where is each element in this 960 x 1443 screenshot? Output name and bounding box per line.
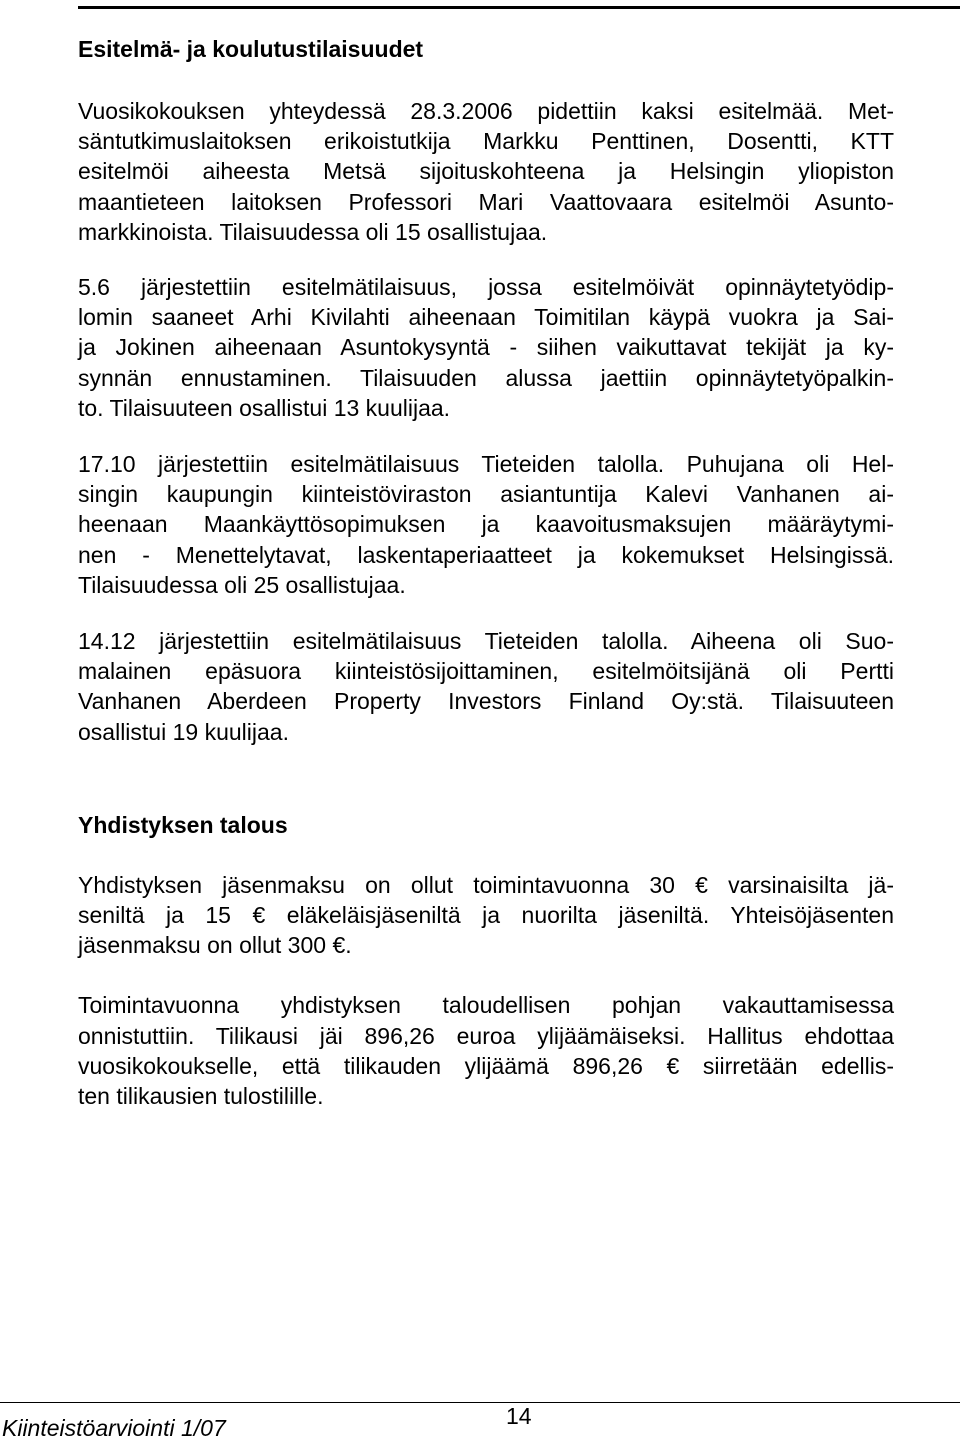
- page-number: 14: [506, 1403, 532, 1429]
- paragraph-line: Toimintavuonna yhdistyksen taloudellisen pohjan vakauttamisessa: [78, 992, 894, 1019]
- paragraph-line: seniltä ja 15 € eläkeläisjäseniltä ja nuorilta jäseniltä. Yhteisöjäsenten: [78, 902, 894, 929]
- top-rule: [78, 6, 960, 9]
- paragraph-line: to. Tilaisuuteen osallistui 13 kuulijaa.: [78, 394, 451, 421]
- paragraph-line: Tilaisuudessa oli 25 osallistujaa.: [78, 571, 406, 598]
- section-heading-finances: Yhdistyksen talous: [78, 811, 288, 838]
- paragraph-financial-result: [78, 990, 894, 1111]
- paragraph-line: esitelmöi aiheesta Metsä sijoituskohteena ja Helsingin yliopiston: [78, 158, 894, 185]
- paragraph-line: ja Jokinen aiheenaan Asuntokysyntä - siihen vaikuttavat tekijät ja ky-: [78, 334, 894, 361]
- paragraph-june-event: [78, 272, 894, 423]
- paragraph-line: heenaan Maankäyttösopimuksen ja kaavoitusmaksujen määräytymi-: [78, 511, 894, 538]
- paragraph-line: lomin saaneet Arhi Kivilahti aiheenaan Toimitilan käypä vuokra ja Sai-: [78, 304, 894, 331]
- paragraph-line: singin kaupungin kiinteistöviraston asiantuntija Kalevi Vanhanen ai-: [78, 481, 894, 508]
- paragraph-membership-fees: [78, 870, 894, 961]
- paragraph-line: Vuosikokouksen yhteydessä 28.3.2006 pidettiin kaksi esitelmää. Met-: [78, 98, 894, 124]
- paragraph-line: 5.6 järjestettiin esitelmätilaisuus, jossa esitelmöivät opinnäytetyödip-: [78, 274, 894, 301]
- paragraph-october-event: [78, 449, 894, 600]
- paragraph-line: onnistuttiin. Tilikausi jäi 896,26 euroa ylijäämäiseksi. Hallitus ehdottaa: [78, 1022, 894, 1049]
- paragraph-line: markkinoista. Tilaisuudessa oli 15 osallistujaa.: [78, 218, 548, 245]
- paragraph-line: maantieteen laitoksen Professori Mari Vaattovaara esitelmöi Asunto-: [78, 188, 894, 215]
- paragraph-line: jäsenmaksu on ollut 300 €.: [78, 932, 352, 959]
- section-heading-presentations: Esitelmä- ja koulutustilaisuudet: [78, 36, 424, 62]
- paragraph-annual-meeting: [78, 96, 894, 247]
- paragraph-line: Vanhanen Aberdeen Property Investors Finland Oy:stä. Tilaisuuteen: [78, 688, 894, 715]
- paragraph-line: vuosikokoukselle, että tilikauden ylijäämä 896,26 € siirretään edellis-: [78, 1052, 894, 1079]
- page-body: [78, 34, 894, 1111]
- paragraph-line: synnän ennustaminen. Tilaisuuden alussa jaettiin opinnäytetyöpalkin-: [78, 364, 894, 391]
- paragraph-line: säntutkimuslaitoksen erikoistutkija Markku Penttinen, Dosentti, KTT: [78, 128, 894, 155]
- paragraph-line: malainen epäsuora kiinteistösijoittaminen, esitelmöitsijänä oli Pertti: [78, 658, 894, 685]
- footer-rule: [0, 1402, 960, 1403]
- paragraph-line: osallistui 19 kuulijaa.: [78, 718, 289, 745]
- paragraph-line: 17.10 järjestettiin esitelmätilaisuus Tieteiden talolla. Puhujana oli Hel-: [78, 451, 894, 478]
- paragraph-line: ten tilikausien tulostilille.: [78, 1083, 324, 1110]
- paragraph-line: nen - Menettelytavat, laskentaperiaatteet ja kokemukset Helsingissä.: [78, 541, 894, 568]
- paragraph-line: 14.12 järjestettiin esitelmätilaisuus Tieteiden talolla. Aiheena oli Suo-: [78, 628, 894, 655]
- paragraph-line: Yhdistyksen jäsenmaksu on ollut toimintavuonna 30 € varsinaisilta jä-: [78, 871, 894, 898]
- paragraph-december-event: [78, 626, 894, 747]
- footer-publication-title: Kiinteistöarviointi 1/07: [2, 1415, 226, 1441]
